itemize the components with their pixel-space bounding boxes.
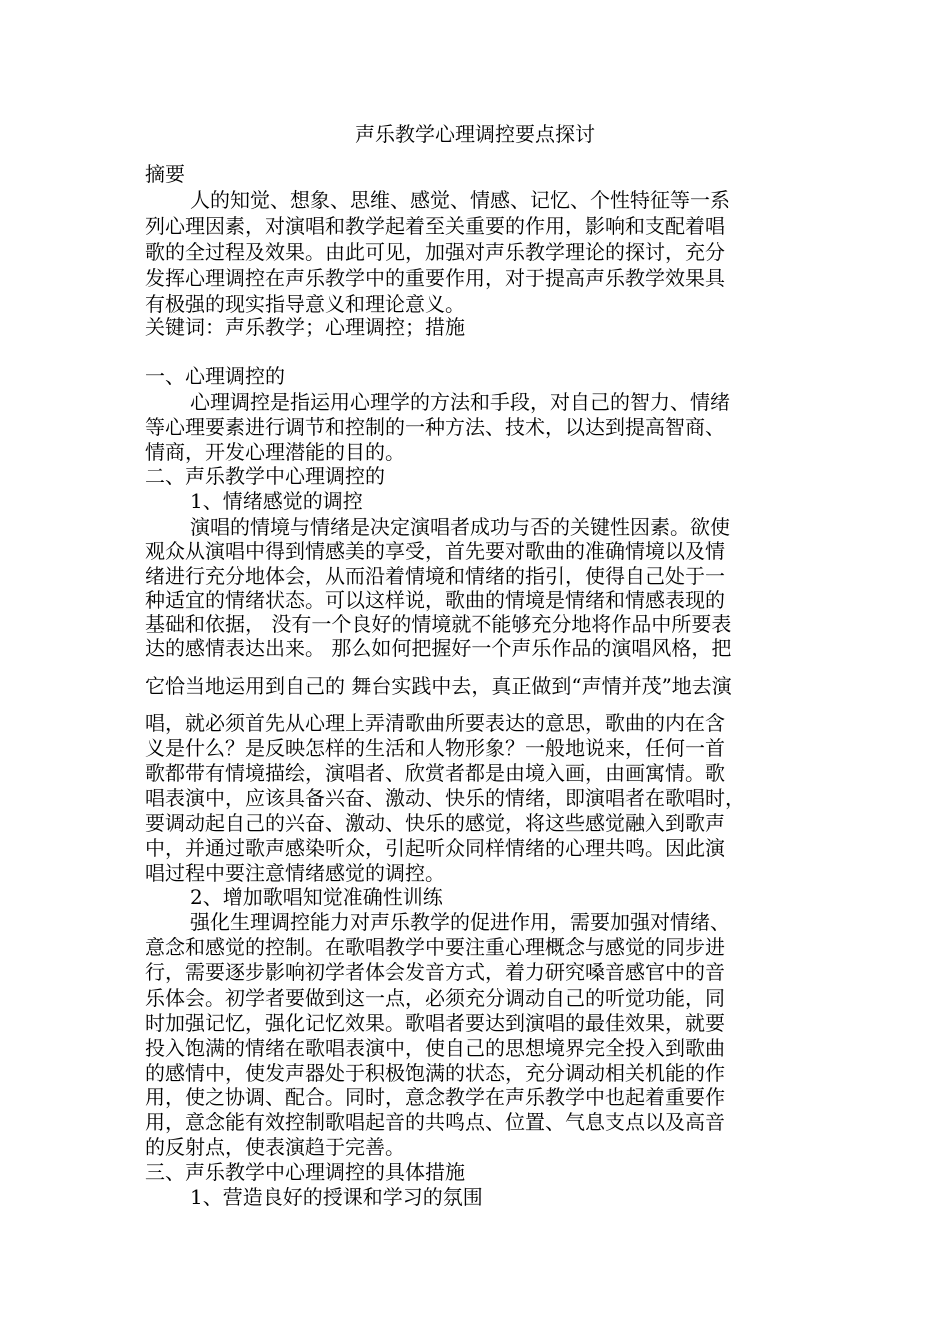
text-line: 观众从演唱中得到情感美的享受，首先要对歌曲的准确情境以及情 <box>145 539 725 563</box>
text-line: 人的知觉、想象、思维、感觉、情感、记忆、个性特征等一系 <box>190 188 730 212</box>
text-line: 列心理因素，对演唱和教学起着至关重要的作用，影响和支配着唱 <box>145 214 725 238</box>
section-heading: 二、声乐教学中心理调控的 <box>145 464 385 488</box>
text-line: 中，并通过歌声感染听众，引起听众同样情绪的心理共鸣。因此演 <box>145 836 725 860</box>
text-line: 行，需要逐步影响初学者体会发音方式，着力研究嗓音感官中的音 <box>145 960 725 984</box>
text-line: 它恰当地运用到自己的 舞台实践中去，真正做到“声情并茂”地去演 <box>145 674 732 698</box>
text-line: 投入饱满的情绪在歌唱表演中，使自己的思想境界完全投入到歌曲 <box>145 1036 725 1060</box>
text-line: 达的感情表达出来。 那么如何把握好一个声乐作品的演唱风格，把 <box>145 636 732 660</box>
subsection-heading: 2、增加歌唱知觉准确性训练 <box>190 885 443 909</box>
text-line: 的感情中，使发声器处于积极饱满的状态，充分调动相关机能的作 <box>145 1061 725 1085</box>
page-title: 声乐教学心理调控要点探讨 <box>355 122 595 146</box>
text-line: 要调动起自己的兴奋、激动、快乐的感觉，将这些感觉融入到歌声 <box>145 811 725 835</box>
text-line: 时加强记忆，强化记忆效果。歌唱者要达到演唱的最佳效果，就要 <box>145 1011 725 1035</box>
text-line: 有极强的现实指导意义和理论意义。 <box>145 292 465 316</box>
text-line: 乐体会。初学者要做到这一点，必须充分调动自己的听觉功能，同 <box>145 986 725 1010</box>
abstract-heading: 摘要 <box>145 162 185 186</box>
subsection-heading: 1、营造良好的授课和学习的氛围 <box>190 1185 483 1209</box>
text-line: 基础和依据， 没有一个良好的情境就不能够充分地将作品中所要表 <box>145 612 732 636</box>
section-heading: 三、声乐教学中心理调控的具体措施 <box>145 1160 465 1184</box>
text-line: 等心理要素进行调节和控制的一种方法、技术，以达到提高智商、 <box>145 415 725 439</box>
text-line: 发挥心理调控在声乐教学中的重要作用，对于提高声乐教学效果具 <box>145 266 725 290</box>
section-heading: 一、心理调控的 <box>145 364 285 388</box>
subsection-heading: 1、情绪感觉的调控 <box>190 489 363 513</box>
keywords-line: 关键词：声乐教学；心理调控；措施 <box>145 315 465 339</box>
text-line: 情商，开发心理潜能的目的。 <box>145 440 405 464</box>
text-line: 心理调控是指运用心理学的方法和手段，对自己的智力、情绪 <box>190 390 730 414</box>
text-line: 唱过程中要注意情绪感觉的调控。 <box>145 861 445 885</box>
text-line: 用，意念能有效控制歌唱起音的共鸣点、位置、气息支点以及高音 <box>145 1110 725 1134</box>
text-line: 歌都带有情境描绘，演唱者、欣赏者都是由境入画，由画寓情。歌 <box>145 761 725 785</box>
text-line: 义是什么？是反映怎样的生活和人物形象？一般地说来，任何一首 <box>145 736 725 760</box>
text-line: 的反射点，使表演趋于完善。 <box>145 1135 405 1159</box>
text-line: 唱，就必须首先从心理上弄清歌曲所要表达的意思，歌曲的内在含 <box>145 711 725 735</box>
text-line: 歌的全过程及效果。由此可见，加强对声乐教学理论的探讨，充分 <box>145 240 725 264</box>
text-line: 强化生理调控能力对声乐教学的促进作用，需要加强对情绪、 <box>190 910 730 934</box>
text-line: 演唱的情境与情绪是决定演唱者成功与否的关键性因素。欲使 <box>190 515 730 539</box>
text-line: 用，使之协调、配合。同时，意念教学在声乐教学中也起着重要作 <box>145 1085 725 1109</box>
text-line: 唱表演中，应该具备兴奋、激动、快乐的情绪，即演唱者在歌唱时， <box>145 786 745 810</box>
text-line: 种适宜的情绪状态。可以这样说，歌曲的情境是情绪和情感表现的 <box>145 588 725 612</box>
text-line: 意念和感觉的控制。在歌唱教学中要注重心理概念与感觉的同步进 <box>145 935 725 959</box>
text-line: 绪进行充分地体会，从而沿着情境和情绪的指引，使得自己处于一 <box>145 564 725 588</box>
